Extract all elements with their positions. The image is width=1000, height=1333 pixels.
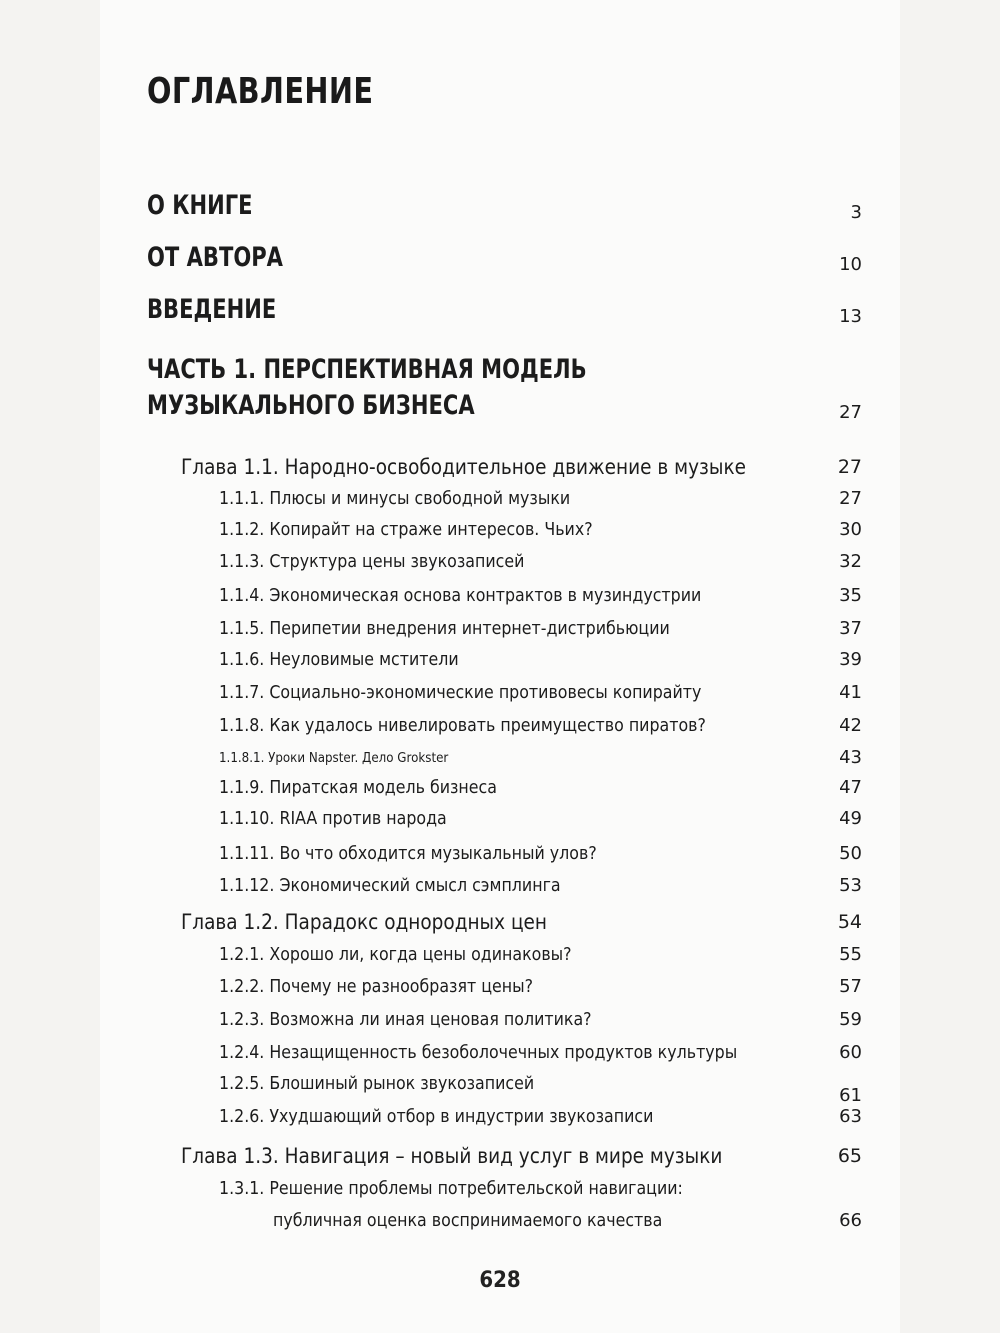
toc-entry-title: О КНИГЕ <box>147 190 253 221</box>
toc-entry-title: 1.2.1. Хорошо ли, когда цены одинаковы? <box>219 944 572 965</box>
toc-entry-chapter-1-2 <box>0 907 1000 937</box>
toc-entry-section <box>0 517 1000 545</box>
toc-entry-page: 55 <box>839 944 862 965</box>
toc-entry-title: ВВЕДЕНИЕ <box>147 294 277 325</box>
toc-entry-part-1 <box>0 354 1000 426</box>
toc-entry-title-line-2: публичная оценка воспринимаемого качества <box>273 1210 663 1231</box>
toc-entry-section <box>0 1176 1000 1234</box>
toc-entry-page: 35 <box>839 585 862 606</box>
toc-entry-title: 1.1.8. Как удалось нивелировать преимущество пиратов? <box>219 715 706 736</box>
toc-entry-section <box>0 873 1000 901</box>
toc-entry-section <box>0 1071 1000 1106</box>
toc-entry-page: 10 <box>839 254 862 275</box>
toc-entry-section <box>0 1040 1000 1068</box>
toc-entry-page: 37 <box>839 618 862 639</box>
toc-entry-title: 1.1.11. Во что обходится музыкальный улов? <box>219 843 597 864</box>
toc-entry-title-line-2: МУЗЫКАЛЬНОГО БИЗНЕСА <box>147 390 475 421</box>
toc-entry-page: 13 <box>839 306 862 327</box>
toc-entry-page: 53 <box>839 875 862 896</box>
toc-entry-page: 63 <box>839 1106 862 1127</box>
toc-entry-title: 1.1.10. RIAA против народа <box>219 808 447 829</box>
toc-entry-title: 1.2.2. Почему не разнообразят цены? <box>219 976 534 997</box>
toc-entry-title: 1.1.9. Пиратская модель бизнеса <box>219 777 497 798</box>
toc-entry-title: 1.1.2. Копирайт на страже интересов. Чьих? <box>219 519 593 540</box>
toc-entry-section <box>0 583 1000 611</box>
toc-entry-page: 41 <box>839 682 862 703</box>
toc-entry-title: 1.1.8.1. Уроки Napster. Дело Grokster <box>219 750 449 766</box>
toc-entry-section <box>0 1104 1000 1132</box>
toc-entry-title: 1.1.4. Экономическая основа контрактов в музиндустрии <box>219 585 702 606</box>
toc-entry-chapter-1-1 <box>0 452 1000 482</box>
toc-entry-page: 65 <box>837 1145 862 1167</box>
toc-entry-section <box>0 806 1000 834</box>
page-number: 628 <box>479 1268 521 1293</box>
toc-entry-title: Глава 1.2. Парадокс однородных цен <box>181 910 547 934</box>
toc-entry-page: 66 <box>839 1210 862 1231</box>
toc-entry-page: 60 <box>839 1042 862 1063</box>
toc-entry-title: 1.2.6. Ухудшающий отбор в индустрии звукозаписи <box>219 1106 654 1127</box>
toc-entry-section <box>0 713 1000 741</box>
toc-entry-title-line-1: ЧАСТЬ 1. ПЕРСПЕКТИВНАЯ МОДЕЛЬ <box>147 354 587 385</box>
toc-entry-section <box>0 942 1000 970</box>
toc-entry-subsection <box>0 747 1000 771</box>
toc-entry-page: 49 <box>839 808 862 829</box>
toc-entry-page: 27 <box>839 488 862 509</box>
toc-entry-about-book <box>0 190 1000 226</box>
toc-entry-title: Глава 1.1. Народно-освободительное движение в музыке <box>181 455 746 479</box>
toc-entry-section <box>0 1007 1000 1035</box>
toc-entry-page: 32 <box>839 551 862 572</box>
toc-entry-title: 1.2.3. Возможна ли иная ценовая политика? <box>219 1009 592 1030</box>
toc-entry-title: 1.1.12. Экономический смысл сэмплинга <box>219 875 561 896</box>
toc-entry-title: ОТ АВТОРА <box>147 242 283 273</box>
toc-entry-section <box>0 486 1000 514</box>
toc-entry-page: 54 <box>837 911 862 933</box>
toc-entry-page: 57 <box>839 976 862 997</box>
page-title: ОГЛАВЛЕНИЕ <box>147 71 374 112</box>
toc-entry-title: 1.1.5. Перипетии внедрения интернет-дистрибьюции <box>219 618 670 639</box>
toc-entry-section <box>0 616 1000 644</box>
toc-entry-title: 1.1.6. Неуловимые мстители <box>219 649 459 670</box>
toc-entry-page: 43 <box>839 747 862 768</box>
toc-entry-page: 42 <box>839 715 862 736</box>
toc-entry-page: 39 <box>839 649 862 670</box>
toc-entry-title: 1.1.7. Социально-экономические противовесы копирайту <box>219 682 702 703</box>
toc-entry-page: 50 <box>839 843 862 864</box>
toc-entry-section <box>0 775 1000 803</box>
toc-entry-page: 59 <box>839 1009 862 1030</box>
toc-entry-title-line-1: 1.3.1. Решение проблемы потребительской навигации: <box>219 1178 683 1199</box>
toc-entry-page: 3 <box>850 202 862 223</box>
toc-entry-title: 1.2.5. Блошиный рынок звукозаписей <box>219 1073 535 1094</box>
toc-entry-introduction <box>0 294 1000 330</box>
toc-entry-page: 61 <box>839 1085 862 1106</box>
toc-entry-page: 47 <box>839 777 862 798</box>
toc-entry-title: Глава 1.3. Навигация – новый вид услуг в мире музыки <box>181 1144 723 1168</box>
toc-entry-page: 27 <box>839 402 862 423</box>
toc-entry-from-author <box>0 242 1000 278</box>
toc-entry-section <box>0 974 1000 1002</box>
toc-entry-title: 1.1.3. Структура цены звукозаписей <box>219 551 525 572</box>
toc-entry-title: 1.2.4. Незащищенность безоболочечных продуктов культуры <box>219 1042 738 1063</box>
toc-entry-section <box>0 841 1000 869</box>
toc-entry-section <box>0 647 1000 675</box>
toc-entry-section <box>0 680 1000 708</box>
toc-entry-chapter-1-3 <box>0 1141 1000 1171</box>
toc-entry-section <box>0 549 1000 577</box>
toc-entry-page: 30 <box>839 519 862 540</box>
toc-entry-page: 27 <box>837 456 862 478</box>
toc-entry-title: 1.1.1. Плюсы и минусы свободной музыки <box>219 488 571 509</box>
